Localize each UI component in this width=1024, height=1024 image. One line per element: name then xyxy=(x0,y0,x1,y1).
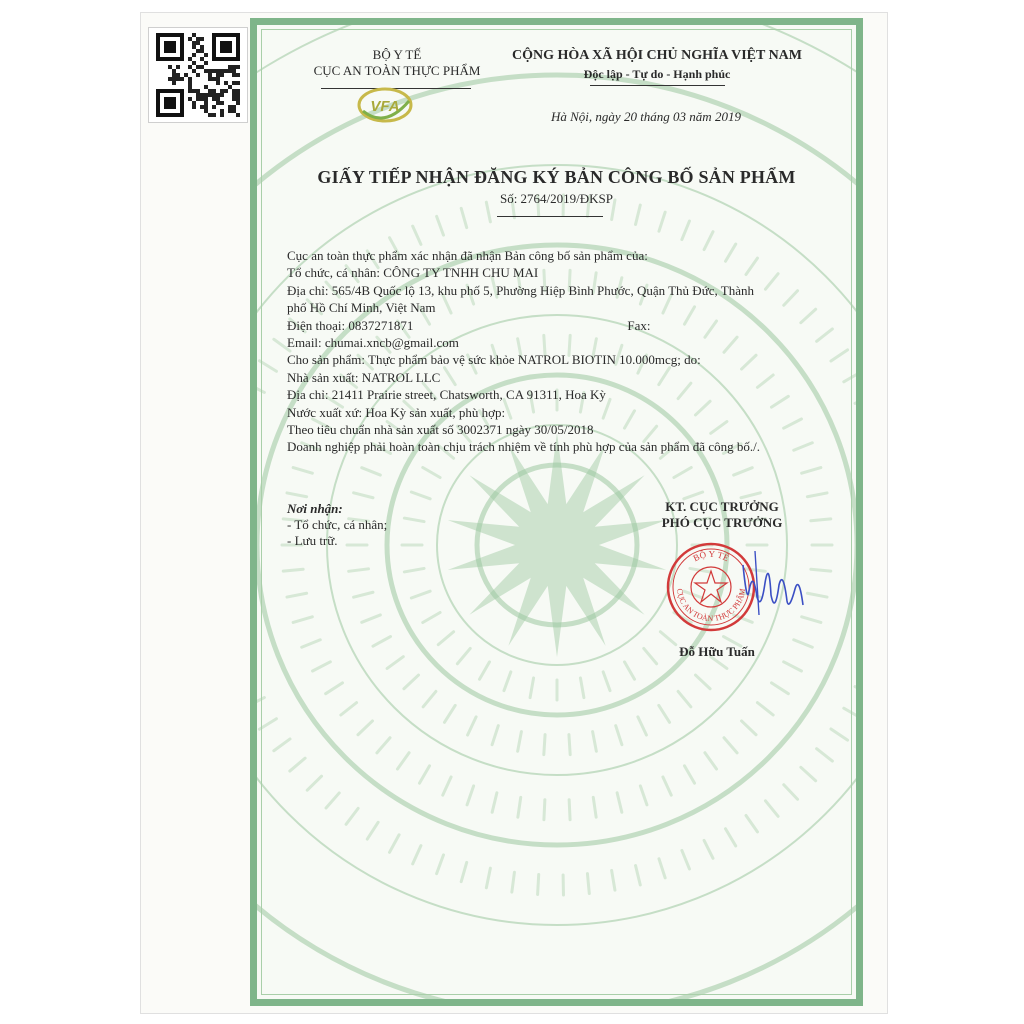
qr-code xyxy=(148,27,248,123)
ministry-name: BỘ Y TẾ xyxy=(372,47,422,62)
address-line-2: phố Hồ Chí Minh, Việt Nam xyxy=(287,300,436,316)
email-line: Email: chumai.xncb@gmail.com xyxy=(287,335,459,351)
document-title: GIẤY TIẾP NHẬN ĐĂNG KÝ BẢN CÔNG BỐ SẢN PHẨM xyxy=(317,167,796,187)
manufacturer-line: Nhà sản xuất: NATROL LLC xyxy=(287,369,441,385)
phone-fax-line xyxy=(287,317,760,334)
seal-bottom-text: CỤC AN TOÀN THỰC PHẨM xyxy=(674,587,748,624)
recipients-title: Nơi nhận: xyxy=(287,501,343,516)
address-line-1: Địa chỉ: 565/4B Quốc lộ 13, khu phố 5, Phường Hiệp Bình Phước, Quận Thủ Đức, Thành xyxy=(287,282,754,298)
issuer-header xyxy=(277,47,517,79)
signatory-title xyxy=(617,499,827,531)
republic-name: CỘNG HÒA XÃ HỘI CHỦ NGHĨA VIỆT NAM xyxy=(511,48,802,63)
organization-line: Tổ chức, cá nhân: CÔNG TY TNHH CHU MAI xyxy=(287,265,539,281)
vfa-logo xyxy=(351,81,419,125)
header-underline-right xyxy=(590,85,725,86)
intro-line: Cục an toàn thực phẩm xác nhận đã nhận Bản công bố sản phẩm của: xyxy=(287,248,648,263)
fax-text: Fax: xyxy=(627,317,651,333)
national-header xyxy=(492,47,822,83)
signer-name: Đỗ Hữu Tuấn xyxy=(679,644,755,659)
issue-date: Hà Nội, ngày 20 tháng 03 năm 2019 xyxy=(551,109,741,124)
standard-line: Theo tiêu chuẩn nhà sản xuất số 3002371 ngày 30/05/2018 xyxy=(287,422,594,438)
signatory-line-1: KT. CỤC TRƯỞNG xyxy=(665,499,779,514)
certificate-body xyxy=(287,247,760,456)
origin-line: Nước xuất xứ: Hoa Kỳ sản xuất, phù hợp: xyxy=(287,404,506,420)
national-motto: Độc lập - Tự do - Hạnh phúc xyxy=(583,67,731,81)
seal-top-text: BỘ Y TẾ xyxy=(691,548,731,564)
signatory-line-2: PHÓ CỤC TRƯỞNG xyxy=(661,515,783,530)
product-line: Cho sản phẩm: Thực phẩm bảo vệ sức khỏe NATROL BIOTIN 10.000mcg; do: xyxy=(287,352,701,368)
number-underline xyxy=(497,216,603,217)
handwritten-signature xyxy=(735,545,815,625)
manufacturer-address-line: Địa chỉ: 21411 Prairie street, Chatsworth, CA 91311, Hoa Kỳ xyxy=(287,387,606,403)
phone-text: Điện thoại: 0837271871 xyxy=(287,317,414,333)
recipients-block xyxy=(287,501,387,549)
document-number: Số: 2764/2019/ĐKSP xyxy=(499,191,614,206)
recipient-item: - Tổ chức, cá nhân; xyxy=(287,517,388,532)
responsibility-line: Doanh nghiệp phải hoàn toàn chịu trách nhiệm về tính phù hợp của sản phẩm đã công bố./. xyxy=(287,439,760,455)
vfa-logo-text: VFA xyxy=(370,98,400,115)
recipient-item: - Lưu trữ. xyxy=(287,533,338,548)
certificate xyxy=(250,18,863,1006)
agency-name: CỤC AN TOÀN THỰC PHẨM xyxy=(313,63,481,78)
seal-star-icon xyxy=(695,571,727,602)
